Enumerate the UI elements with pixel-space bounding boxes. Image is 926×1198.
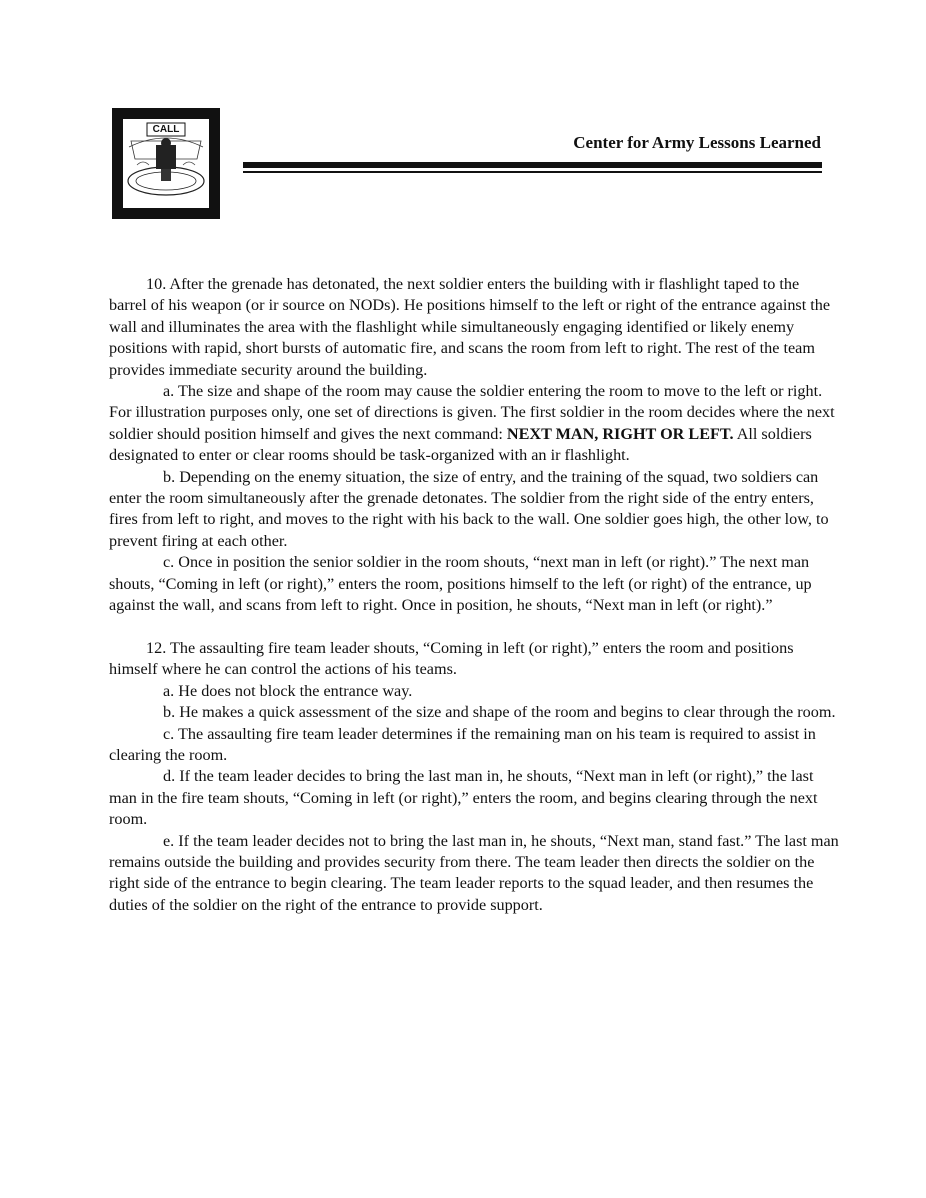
header-rule-thick xyxy=(243,162,822,168)
paragraph-12e: e. If the team leader decides not to bring the last man in, he shouts, “Next man, stand fast.” The last man remains outside the building and provides security from there. The team leader then directs the soldier on the right side of the entrance to begin clearing. The team leader reports to the squad leader, and then resumes the duties of the soldier on the right of the entrance to provide support. xyxy=(109,831,839,914)
logo-text: CALL xyxy=(152,124,180,135)
paragraph-10: 10. After the grenade has detonated, the next soldier enters the building with ir flashlight taped to the barrel of his weapon (or ir source on NODs). He positions himself to the left or right of the entrance against the wall and illuminates the area with the flashlight while simultaneously engaging identified or likely enemy positions with rapid, short bursts of automatic fire, and scans the room from left to right. The rest of the team provides immediate security around the building. xyxy=(109,275,831,379)
paragraph-10a-tail: All soldiers designated to enter or clear rooms should be task-organized with an ir flashlight. xyxy=(109,424,812,465)
org-title: Center for Army Lessons Learned xyxy=(573,133,821,152)
call-logo-emblem xyxy=(121,117,211,210)
call-logo xyxy=(112,108,220,219)
paragraph-10a-command: NEXT MAN, RIGHT OR LEFT. xyxy=(506,424,734,443)
paragraph-10b: b. Depending on the enemy situation, the size of entry, and the training of the squad, two soldiers can enter the room simultaneously after the grenade detonates. The soldier from the right side of the entry enters, fires from left to right, and moves to the right with his back to the wall. One soldier goes high, the other low, to prevent firing at each other. xyxy=(109,467,829,550)
paragraph-12d: d. If the team leader decides to bring the last man in, he shouts, “Next man in left (or right),” the last man in the fire team shouts, “Coming in left (or right),” enters the room, and begins clearing through the next room. xyxy=(109,767,818,829)
paragraph-10a-text: a. The size and shape of the room may cause the soldier entering the room to move to the left or right. For illustration purposes only, one set of directions is given. The first soldier in the room decides where the next soldier should position himself and gives the next command: xyxy=(109,382,835,443)
header-rule-thin xyxy=(243,171,822,173)
paragraph-12: 12. The assaulting fire team leader shouts, “Coming in left (or right),” enters the room and positions himself where he can control the actions of his teams. xyxy=(109,638,794,679)
paragraph-10a xyxy=(109,381,839,467)
paragraph-10c: c. Once in position the senior soldier in the room shouts, “next man in left (or right).” The next man shouts, “Coming in left (or right),” enters the room, positions himself to the left (or right) of the entrance, up against the wall, and scans from left to right. Once in position, he shouts, “Next man in left (or right).” xyxy=(109,553,812,615)
paragraph-12b: b. He makes a quick assessment of the size and shape of the room and begins to clear through the room. xyxy=(163,703,836,722)
document-body xyxy=(109,274,839,916)
paragraph-12c: c. The assaulting fire team leader determines if the remaining man on his team is required to assist in clearing the room. xyxy=(109,724,816,764)
paragraph-gap xyxy=(109,617,839,638)
paragraph-12a: a. He does not block the entrance way. xyxy=(163,681,413,700)
